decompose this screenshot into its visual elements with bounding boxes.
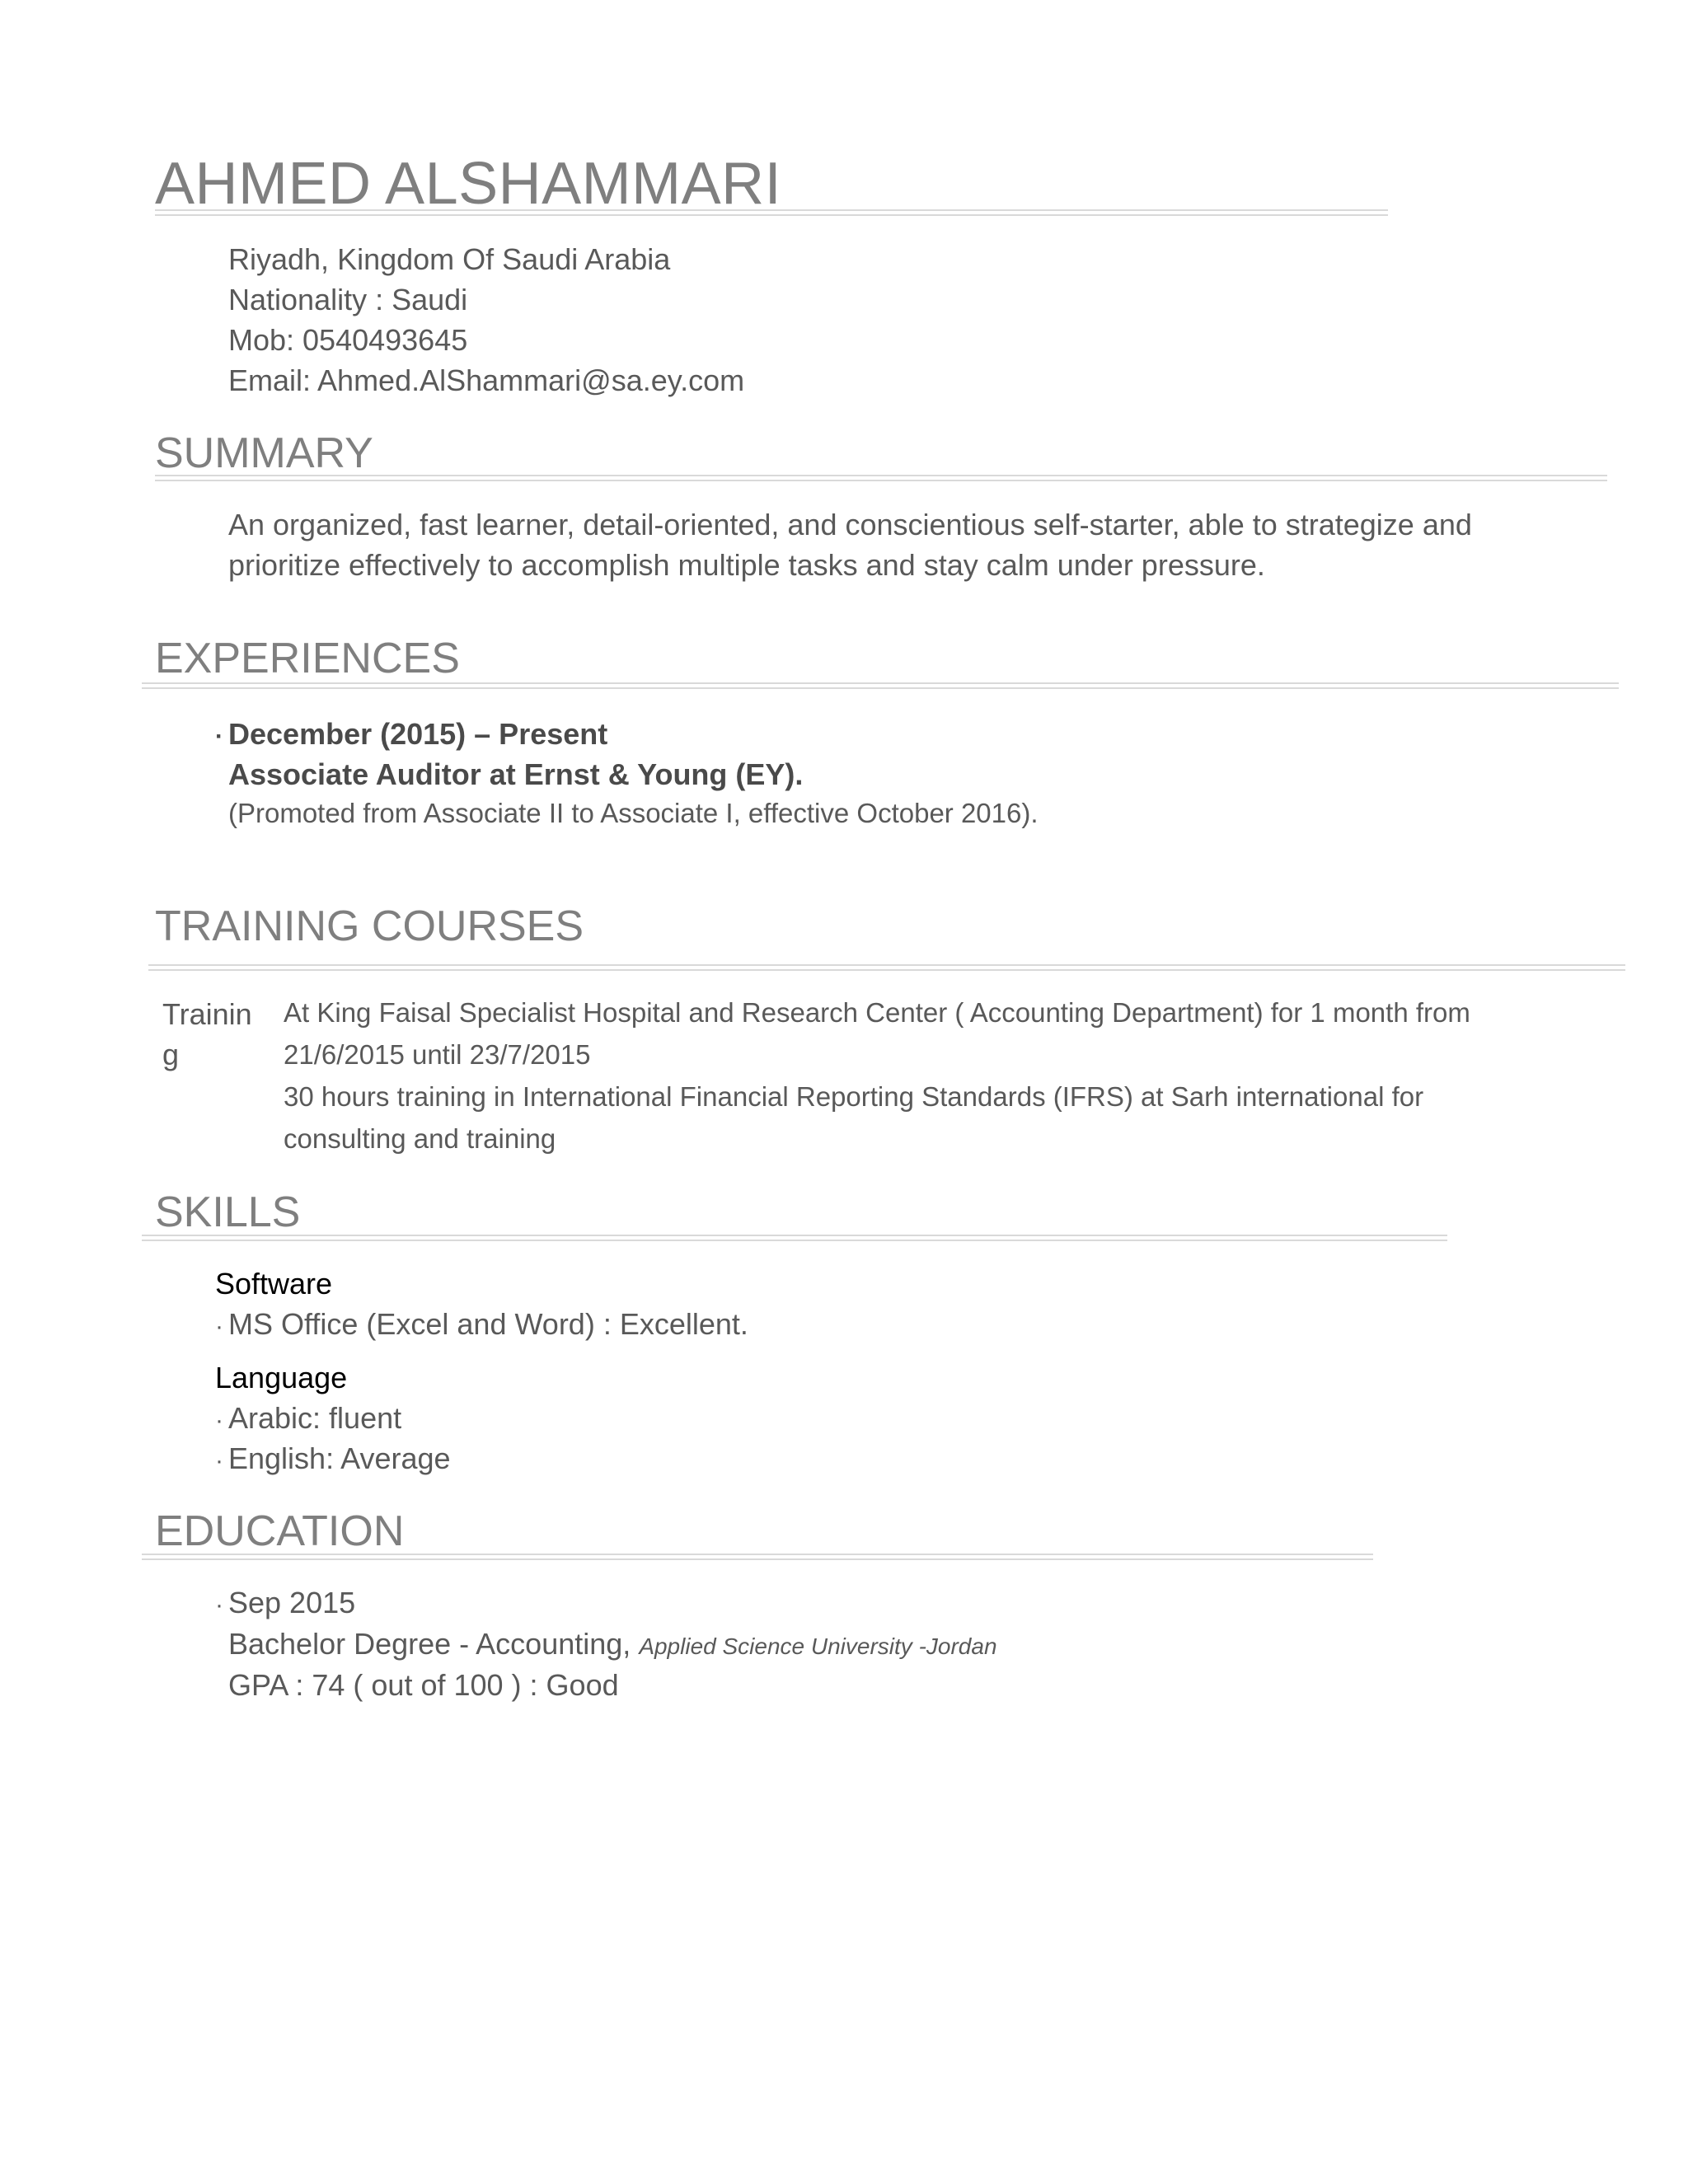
experiences-heading: EXPERIENCES: [155, 635, 460, 682]
training-entry-1-line1: At King Faisal Specialist Hospital and Research Center ( Accounting Department) for 1 month from: [284, 997, 1470, 1028]
summary-text-line1: An organized, fast learner, detail-oriented, and conscientious self-starter, able to strategize and: [228, 508, 1472, 541]
education-date: · Sep 2015: [215, 1582, 355, 1625]
training-divider: [148, 964, 1625, 971]
contact-nationality: Nationality : Saudi: [228, 283, 468, 316]
training-entry-2-line2: consulting and training: [284, 1123, 556, 1154]
bullet-icon: ·: [215, 723, 223, 750]
training-label-line1: Trainin: [162, 997, 252, 1031]
skills-divider: [142, 1235, 1447, 1241]
education-university: Applied Science University -Jordan: [639, 1633, 997, 1659]
bullet-icon: ·: [215, 1313, 223, 1340]
experiences-divider: [142, 682, 1619, 689]
skills-language-label: Language: [215, 1361, 348, 1394]
training-heading: TRAINING COURSES: [155, 902, 584, 950]
training-entry-2-line1: 30 hours training in International Financial Reporting Standards (IFRS) at Sarh international for: [284, 1081, 1424, 1112]
summary-heading: SUMMARY: [155, 429, 373, 477]
summary-divider: [155, 475, 1607, 481]
bullet-icon: ·: [215, 1407, 223, 1434]
experience-period: · December (2015) – Present: [215, 714, 607, 757]
skill-software-item: · MS Office (Excel and Word) : Excellent.: [215, 1304, 748, 1347]
education-divider: [142, 1554, 1373, 1560]
bullet-icon: ·: [215, 1591, 223, 1619]
name-divider: [155, 209, 1388, 216]
skills-heading: SKILLS: [155, 1188, 301, 1236]
education-degree: Bachelor Degree - Accounting,: [228, 1627, 631, 1661]
training-entry-1-line2: 21/6/2015 until 23/7/2015: [284, 1039, 591, 1070]
skill-language-item-english: · English: Average: [215, 1438, 451, 1481]
contact-location: Riyadh, Kingdom Of Saudi Arabia: [228, 242, 671, 276]
experience-title: Associate Auditor at Ernst & Young (EY).: [228, 757, 804, 791]
skills-software-label: Software: [215, 1267, 333, 1301]
contact-email: Email: Ahmed.AlShammari@sa.ey.com: [228, 363, 745, 397]
summary-text-line2: prioritize effectively to accomplish multiple tasks and stay calm under pressure.: [228, 548, 1265, 582]
experience-note: (Promoted from Associate II to Associate I, effective October 2016).: [228, 798, 1039, 828]
contact-mobile: Mob: 0540493645: [228, 323, 468, 357]
skill-language-item-arabic: · Arabic: fluent: [215, 1398, 401, 1441]
training-label-line2: g: [162, 1038, 180, 1071]
education-degree-line: [228, 1624, 997, 1666]
education-gpa: GPA : 74 ( out of 100 ) : Good: [228, 1668, 619, 1702]
bullet-icon: ·: [215, 1447, 223, 1474]
education-heading: EDUCATION: [155, 1507, 405, 1555]
candidate-name: AHMED ALSHAMMARI: [155, 151, 782, 217]
